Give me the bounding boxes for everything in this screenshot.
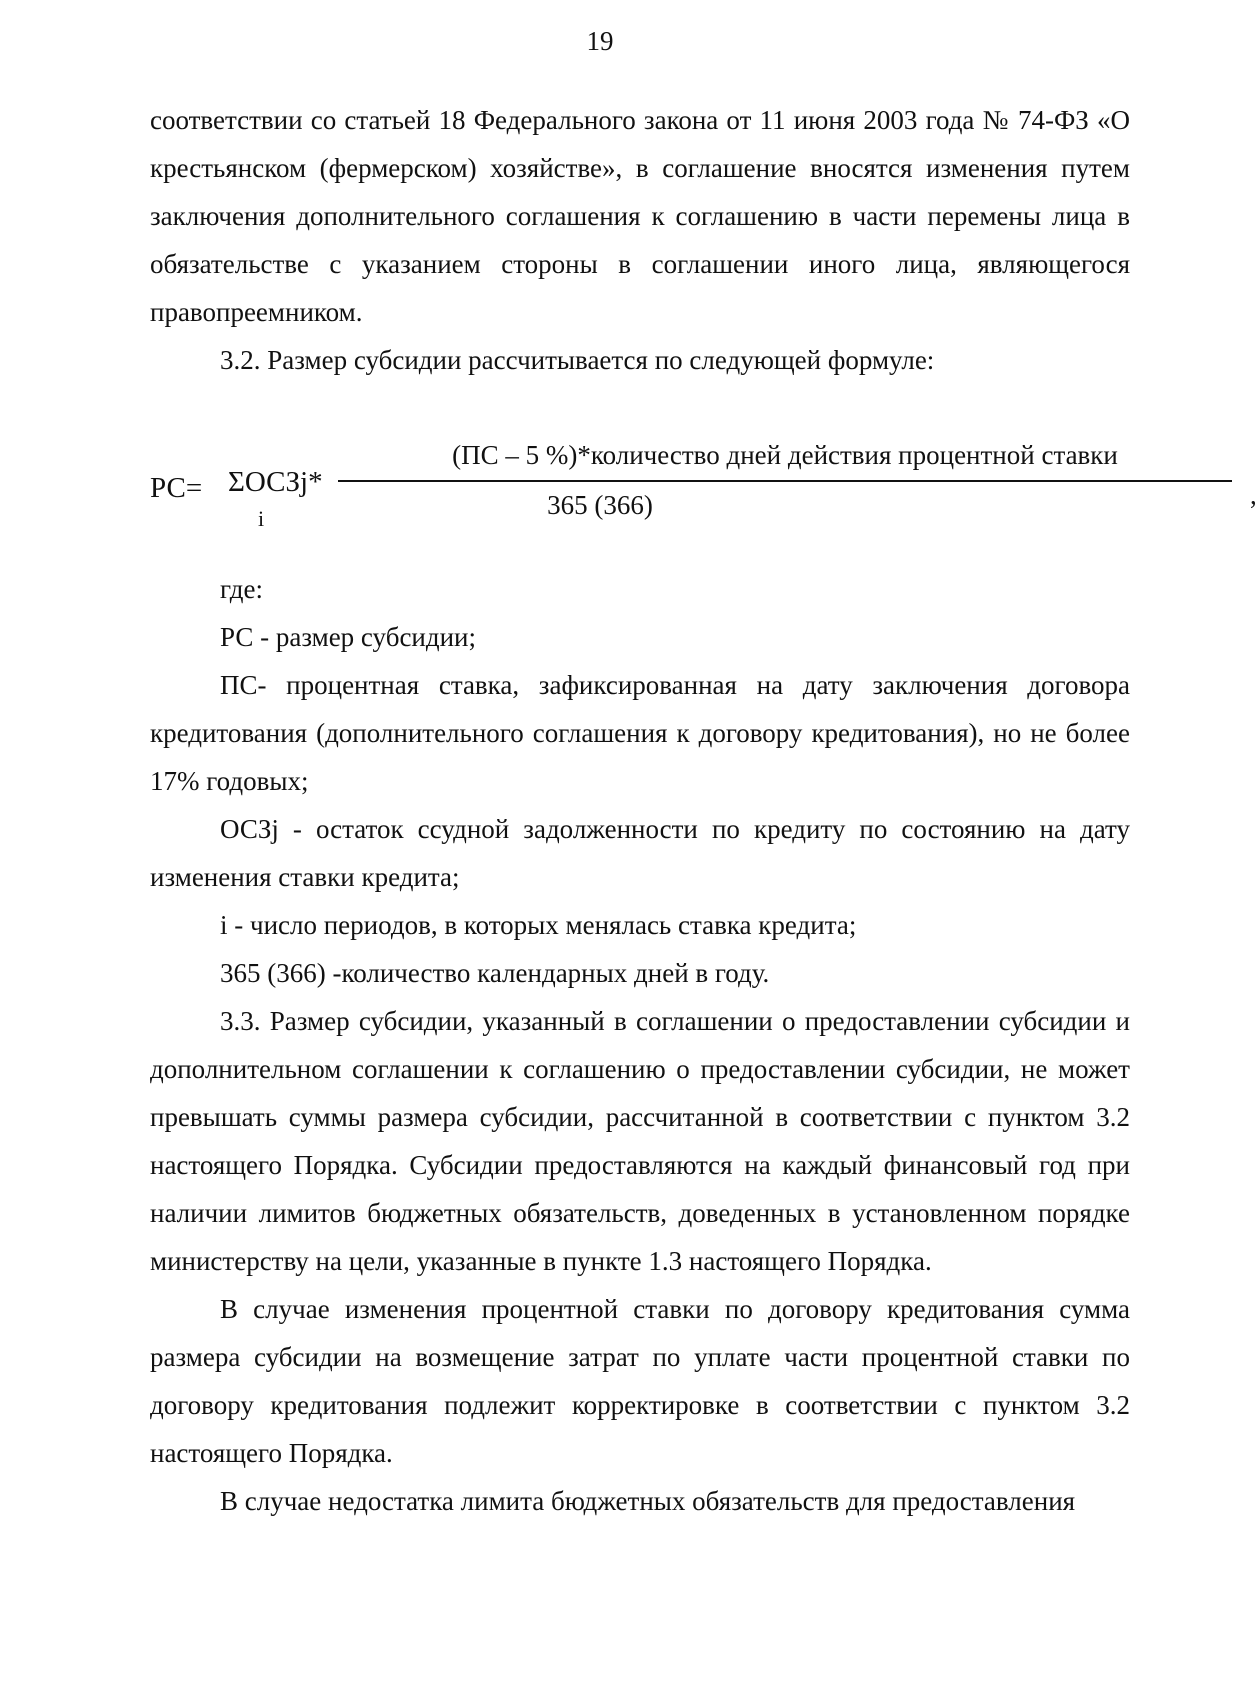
subsidy-formula xyxy=(150,440,1257,540)
paragraph-limit-shortage: В случае недостатка лимита бюджетных обязательств для предоставления xyxy=(220,1486,1076,1516)
definition-ps: ПС- процентная ставка, зафиксированная на дату заключения договора кредитования (дополнительного соглашения к договору кредитования), но не более 17% годовых; xyxy=(150,670,1130,796)
formula-denominator: 365 (366) xyxy=(547,490,653,520)
definition-rs: РС - размер субсидии; xyxy=(220,622,477,652)
formula-numerator: (ПС – 5 %)*количество дней действия процентной ставки xyxy=(452,440,1118,470)
formula-sum: ΣОСЗj* xyxy=(228,466,323,498)
definition-i: i - число периодов, в которых менялась ставка кредита; xyxy=(220,910,857,940)
text-block-bottom xyxy=(150,565,1130,1525)
definition-365: 365 (366) -количество календарных дней в году. xyxy=(220,958,770,988)
fraction-bar xyxy=(338,480,1232,482)
paragraph-3-2: 3.2. Размер субсидии рассчитывается по следующей формуле: xyxy=(220,345,935,375)
definition-oszj: ОСЗj - остаток ссудной задолженности по кредиту по состоянию на дату изменения ставки кредита; xyxy=(150,814,1130,892)
paragraph-3-3: 3.3. Размер субсидии, указанный в соглашении о предоставлении субсидии и дополнительном соглашении к соглашению о предоставлении субсидии, не может превышать суммы размера субсидии, рассчитанной в соответствии с пунктом 3.2 настоящего Порядка. Субсидии предоставляются на каждый финансовый год при наличии лимитов бюджетных обязательств, доведенных в установленном порядке министерству на цели, указанные в пункте 1.3 настоящего Порядка. xyxy=(150,1006,1130,1276)
paragraph-where: где: xyxy=(220,574,263,604)
paragraph-rate-change: В случае изменения процентной ставки по договору кредитования сумма размера субсидии на возмещение затрат по уплате части процентной ставки по договору кредитования подлежит корректировке в соответствии с пунктом 3.2 настоящего Порядка. xyxy=(150,1294,1130,1468)
formula-lhs: РС= xyxy=(150,472,203,504)
formula-trailing-comma: , xyxy=(1250,480,1257,510)
page-number: 19 xyxy=(586,26,614,56)
text-block-top xyxy=(150,96,1130,384)
paragraph-continuation: соответствии со статьей 18 Федерального закона от 11 июня 2003 года № 74-ФЗ «О крестьянском (фермерском) хозяйстве», в соглашение вносятся изменения путем заключения дополнительного соглашения к соглашению в части перемены лица в обязательстве с указанием стороны в соглашении иного лица, являющегося правопреемником. xyxy=(150,105,1130,327)
formula-sum-index: i xyxy=(258,506,265,531)
